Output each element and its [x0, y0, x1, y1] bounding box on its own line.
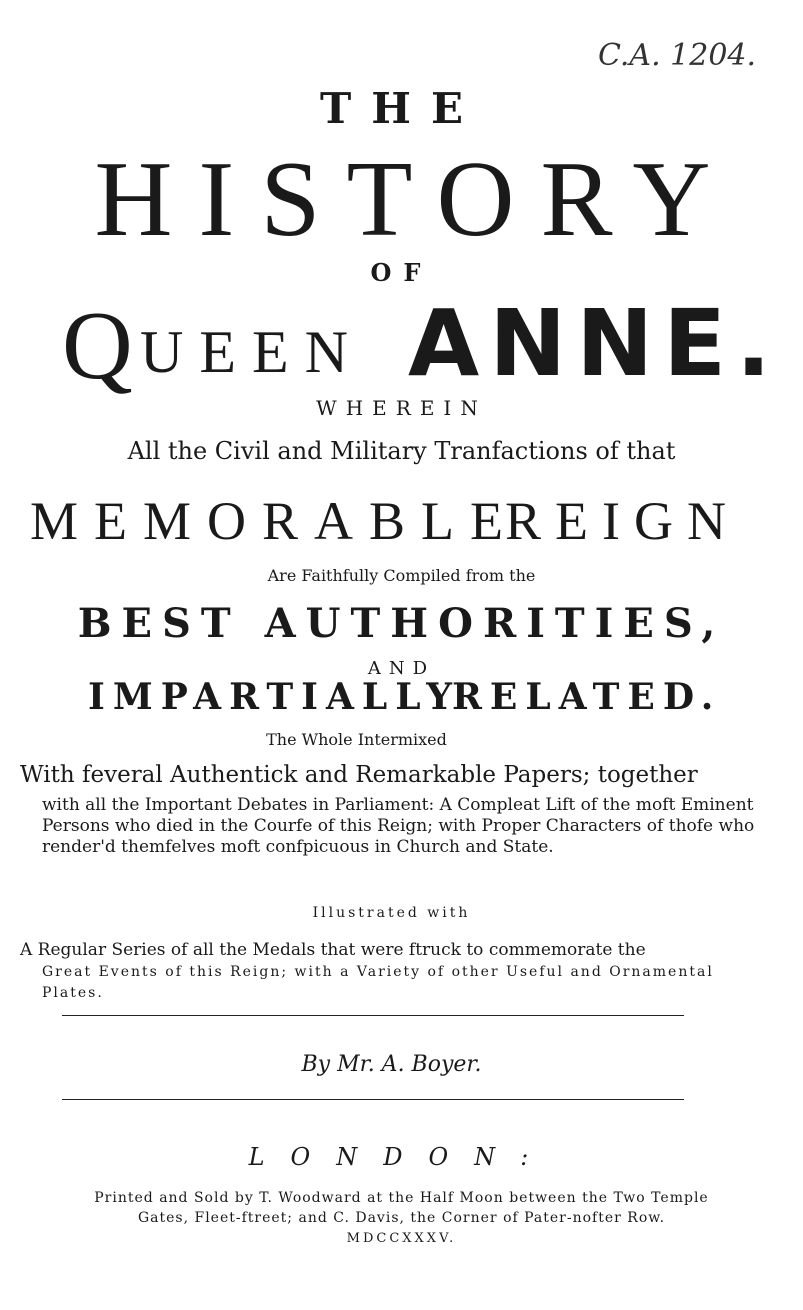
- subtitle-civil-military: All the Civil and Military Tranfactions of that: [127, 437, 676, 465]
- subtitle-wherein: WHEREIN: [316, 396, 487, 420]
- subtitle-memorable: MEMORABLE: [30, 491, 520, 551]
- title-queen-rest: UEEN: [140, 319, 364, 385]
- imprint-london: LONDON:: [248, 1143, 555, 1171]
- title-anne: ANNE.: [408, 290, 781, 397]
- body-regular-series: A Regular Series of all the Medals that were ftruck to commemorate the: [20, 940, 646, 960]
- subtitle-impartially: IMPARTIALLY: [88, 676, 460, 718]
- imprint-printed-line1: Printed and Sold by T. Woodward at the Half Moon between the Two Temple: [94, 1190, 709, 1206]
- divider-rule-top: [62, 1015, 684, 1016]
- imprint-printed-line2: Gates, Fleet-ftreet; and C. Davis, the Corner of Pater-nofter Row.: [137, 1210, 666, 1226]
- subtitle-reign: REIGN: [505, 491, 740, 551]
- subtitle-compiled: Are Faithfully Compiled from the: [267, 566, 536, 585]
- title-of: OF: [370, 258, 433, 287]
- title-queen-initial: Q: [62, 292, 133, 400]
- subtitle-best-authorities: BEST AUTHORITIES,: [77, 600, 726, 647]
- body-paragraph-debates: with all the Important Debates in Parliament: A Compleat Lift of the moft Eminent Persons who died in the Courfe of this Reign; with Proper Characters of thofe who render'd themfelves moft confpicuous in Church and State.: [42, 795, 755, 857]
- handwritten-shelfmark: C.A. 1204.: [598, 38, 757, 73]
- divider-rule-bottom: [62, 1099, 684, 1100]
- title-history: HISTORY: [94, 140, 737, 259]
- author-line: By Mr. A. Boyer.: [301, 1052, 482, 1077]
- body-paragraph-medals: Great Events of this Reign; with a Variety of other Useful and Ornamental Plates.: [42, 964, 714, 1001]
- title-the: THE: [320, 84, 483, 133]
- body-with-line: With feveral Authentick and Remarkable Papers; together: [20, 762, 698, 788]
- imprint-date: MDCCXXXV.: [346, 1231, 457, 1246]
- subtitle-related: RELATED.: [452, 676, 722, 718]
- subtitle-and: AND: [367, 658, 436, 679]
- subtitle-whole-intermixed: The Whole Intermixed: [266, 730, 447, 749]
- title-queen-anne: [0, 290, 803, 400]
- body-illustrated: Illustrated with: [312, 905, 471, 921]
